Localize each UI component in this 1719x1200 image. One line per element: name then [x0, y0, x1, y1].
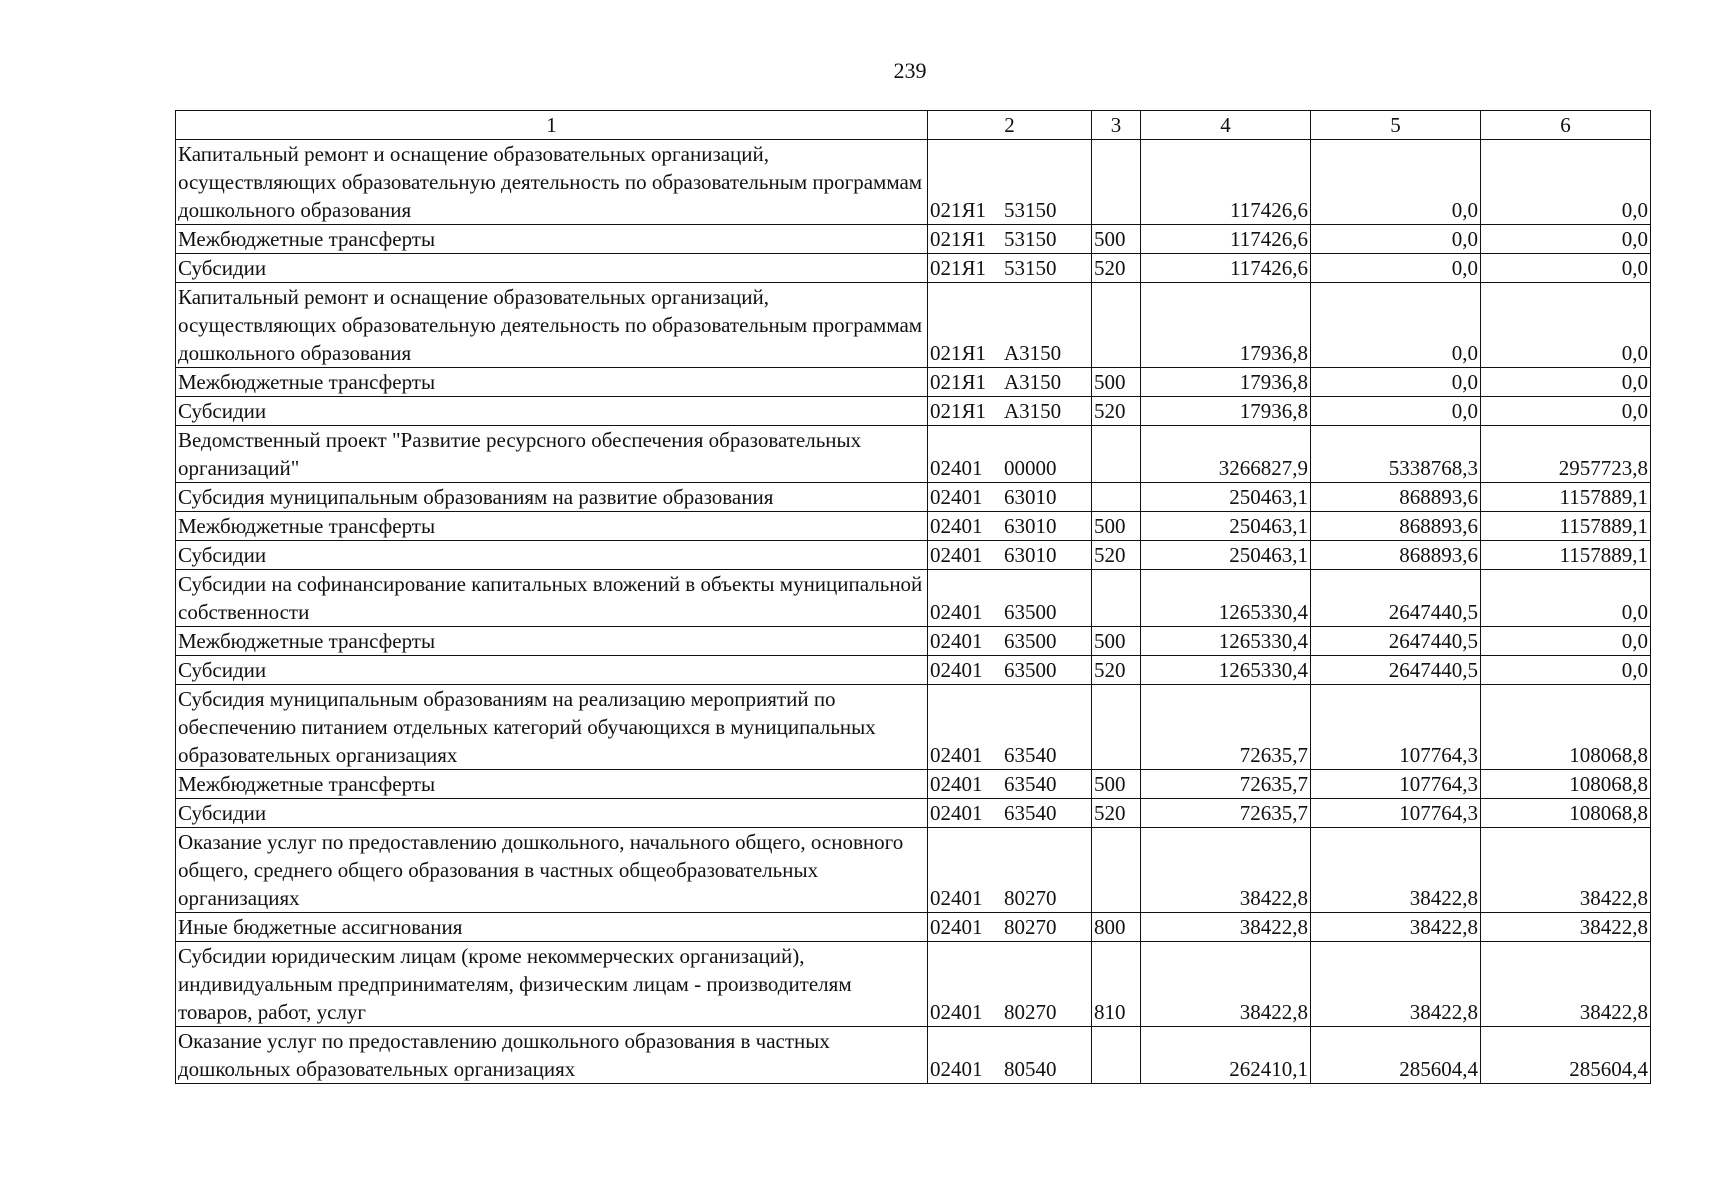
- direction-code: А3150: [1004, 399, 1062, 423]
- value-col4: 117426,6: [1141, 140, 1311, 225]
- value-col4: 117426,6: [1141, 225, 1311, 254]
- value-col4: 38422,8: [1141, 828, 1311, 913]
- program-code: 021Я1: [930, 399, 987, 423]
- budget-table: [175, 110, 1651, 1084]
- row-code: [928, 799, 1092, 828]
- value-col5: 2647440,5: [1311, 570, 1481, 627]
- program-code: 02401: [930, 743, 983, 767]
- expense-type: 500: [1092, 368, 1141, 397]
- row-code: [928, 225, 1092, 254]
- direction-code: 80270: [1004, 886, 1057, 910]
- table-row: [176, 656, 1651, 685]
- value-col5: 5338768,3: [1311, 426, 1481, 483]
- value-col6: 0,0: [1481, 397, 1651, 426]
- expense-type: [1092, 1027, 1141, 1084]
- table-row: [176, 570, 1651, 627]
- value-col6: 1157889,1: [1481, 512, 1651, 541]
- program-code: 02401: [930, 1057, 983, 1081]
- page-number: 239: [893, 58, 927, 83]
- program-code: 021Я1: [930, 227, 987, 251]
- row-code: [928, 942, 1092, 1027]
- program-code: 02401: [930, 801, 983, 825]
- program-code: 02401: [930, 658, 983, 682]
- row-name: Оказание услуг по предоставлению дошкольного, начального общего, основного общего, среднего общего образования в частных общеобразовательных организациях: [176, 828, 928, 913]
- table-row: [176, 627, 1651, 656]
- table-row: [176, 541, 1651, 570]
- expense-type: [1092, 483, 1141, 512]
- table-row: [176, 283, 1651, 368]
- value-col5: 107764,3: [1311, 685, 1481, 770]
- value-col4: 117426,6: [1141, 254, 1311, 283]
- value-col5: 38422,8: [1311, 828, 1481, 913]
- table-row: [176, 397, 1651, 426]
- value-col4: 1265330,4: [1141, 570, 1311, 627]
- expense-type: 520: [1092, 656, 1141, 685]
- value-col6: 38422,8: [1481, 942, 1651, 1027]
- program-code: 021Я1: [930, 370, 987, 394]
- row-code: [928, 512, 1092, 541]
- value-col4: 250463,1: [1141, 541, 1311, 570]
- row-code: [928, 656, 1092, 685]
- row-code: [928, 140, 1092, 225]
- value-col5: 0,0: [1311, 397, 1481, 426]
- row-name: Межбюджетные трансферты: [176, 770, 928, 799]
- program-code: 021Я1: [930, 341, 987, 365]
- table-row: [176, 799, 1651, 828]
- table-row: [176, 685, 1651, 770]
- expense-type: [1092, 685, 1141, 770]
- header-row: [176, 111, 1651, 140]
- direction-code: 63010: [1004, 543, 1057, 567]
- expense-type: [1092, 570, 1141, 627]
- program-code: 02401: [930, 629, 983, 653]
- direction-code: 63540: [1004, 743, 1057, 767]
- row-code: [928, 627, 1092, 656]
- value-col6: 285604,4: [1481, 1027, 1651, 1084]
- program-code: 021Я1: [930, 198, 987, 222]
- program-code: 02401: [930, 886, 983, 910]
- row-code: [928, 541, 1092, 570]
- value-col6: 0,0: [1481, 368, 1651, 397]
- direction-code: 63540: [1004, 772, 1057, 796]
- table-row: [176, 913, 1651, 942]
- row-name: Субсидии: [176, 799, 928, 828]
- value-col5: 38422,8: [1311, 913, 1481, 942]
- direction-code: 63010: [1004, 514, 1057, 538]
- value-col6: 0,0: [1481, 627, 1651, 656]
- direction-code: 63500: [1004, 629, 1057, 653]
- row-name: Субсидия муниципальным образованиям на развитие образования: [176, 483, 928, 512]
- table-row: [176, 942, 1651, 1027]
- column-header-3: 3: [1092, 111, 1141, 140]
- value-col5: 0,0: [1311, 140, 1481, 225]
- program-code: 02401: [930, 485, 983, 509]
- expense-type: [1092, 283, 1141, 368]
- table-body: [176, 140, 1651, 1084]
- expense-type: 520: [1092, 397, 1141, 426]
- value-col4: 72635,7: [1141, 799, 1311, 828]
- value-col5: 2647440,5: [1311, 627, 1481, 656]
- direction-code: 53150: [1004, 256, 1057, 280]
- value-col5: 0,0: [1311, 225, 1481, 254]
- row-code: [928, 397, 1092, 426]
- value-col5: 285604,4: [1311, 1027, 1481, 1084]
- row-name: Иные бюджетные ассигнования: [176, 913, 928, 942]
- table-row: [176, 254, 1651, 283]
- value-col4: 72635,7: [1141, 685, 1311, 770]
- row-name: Субсидии юридическим лицам (кроме некоммерческих организаций), индивидуальным предпринимателям, физическим лицам - производителям товаров, работ, услуг: [176, 942, 928, 1027]
- row-code: [928, 770, 1092, 799]
- row-name: Субсидия муниципальным образованиям на реализацию мероприятий по обеспечению питанием отдельных категорий обучающихся в муниципальных образовательных организациях: [176, 685, 928, 770]
- value-col6: 0,0: [1481, 225, 1651, 254]
- value-col4: 38422,8: [1141, 942, 1311, 1027]
- expense-type: 520: [1092, 254, 1141, 283]
- value-col5: 0,0: [1311, 283, 1481, 368]
- table-row: [176, 512, 1651, 541]
- direction-code: А3150: [1004, 341, 1062, 365]
- row-code: [928, 368, 1092, 397]
- expense-type: 500: [1092, 225, 1141, 254]
- value-col4: 250463,1: [1141, 483, 1311, 512]
- row-code: [928, 685, 1092, 770]
- value-col6: 1157889,1: [1481, 541, 1651, 570]
- expense-type: [1092, 140, 1141, 225]
- program-code: 02401: [930, 543, 983, 567]
- direction-code: 63010: [1004, 485, 1057, 509]
- value-col4: 72635,7: [1141, 770, 1311, 799]
- expense-type: 500: [1092, 770, 1141, 799]
- value-col4: 17936,8: [1141, 368, 1311, 397]
- row-name: Межбюджетные трансферты: [176, 225, 928, 254]
- column-header-5: 5: [1311, 111, 1481, 140]
- program-code: 02401: [930, 772, 983, 796]
- value-col6: 0,0: [1481, 283, 1651, 368]
- row-name: Межбюджетные трансферты: [176, 512, 928, 541]
- value-col4: 17936,8: [1141, 283, 1311, 368]
- direction-code: 80270: [1004, 915, 1057, 939]
- expense-type: 500: [1092, 627, 1141, 656]
- value-col5: 0,0: [1311, 368, 1481, 397]
- direction-code: 80540: [1004, 1057, 1057, 1081]
- column-header-6: 6: [1481, 111, 1651, 140]
- value-col4: 1265330,4: [1141, 627, 1311, 656]
- value-col6: 38422,8: [1481, 913, 1651, 942]
- row-name: Субсидии: [176, 656, 928, 685]
- table-row: [176, 483, 1651, 512]
- value-col5: 868893,6: [1311, 541, 1481, 570]
- table-row: [176, 426, 1651, 483]
- expense-type: 520: [1092, 541, 1141, 570]
- value-col6: 0,0: [1481, 570, 1651, 627]
- table-row: [176, 140, 1651, 225]
- value-col5: 38422,8: [1311, 942, 1481, 1027]
- expense-type: [1092, 426, 1141, 483]
- row-code: [928, 483, 1092, 512]
- table-row: [176, 225, 1651, 254]
- table-row: [176, 770, 1651, 799]
- row-code: [928, 913, 1092, 942]
- row-name: Оказание услуг по предоставлению дошкольного образования в частных дошкольных образовательных организациях: [176, 1027, 928, 1084]
- value-col4: 3266827,9: [1141, 426, 1311, 483]
- value-col6: 108068,8: [1481, 685, 1651, 770]
- column-header-2: 2: [928, 111, 1092, 140]
- expense-type: 520: [1092, 799, 1141, 828]
- value-col6: 1157889,1: [1481, 483, 1651, 512]
- expense-type: 500: [1092, 512, 1141, 541]
- direction-code: 53150: [1004, 198, 1057, 222]
- row-name: Капитальный ремонт и оснащение образовательных организаций, осуществляющих образовательную деятельность по образовательным программам дошкольного образования: [176, 283, 928, 368]
- row-name: Субсидии: [176, 397, 928, 426]
- row-code: [928, 254, 1092, 283]
- row-code: [928, 828, 1092, 913]
- row-code: [928, 283, 1092, 368]
- value-col6: 0,0: [1481, 254, 1651, 283]
- value-col5: 868893,6: [1311, 512, 1481, 541]
- direction-code: А3150: [1004, 370, 1062, 394]
- value-col6: 38422,8: [1481, 828, 1651, 913]
- program-code: 02401: [930, 1000, 983, 1024]
- row-name: Субсидии на софинансирование капитальных вложений в объекты муниципальной собственности: [176, 570, 928, 627]
- row-code: [928, 426, 1092, 483]
- row-code: [928, 1027, 1092, 1084]
- value-col5: 0,0: [1311, 254, 1481, 283]
- row-name: Капитальный ремонт и оснащение образовательных организаций, осуществляющих образовательную деятельность по образовательным программам дошкольного образования: [176, 140, 928, 225]
- direction-code: 53150: [1004, 227, 1057, 251]
- row-name: Ведомственный проект "Развитие ресурсного обеспечения образовательных организаций": [176, 426, 928, 483]
- expense-type: 810: [1092, 942, 1141, 1027]
- row-name: Межбюджетные трансферты: [176, 368, 928, 397]
- value-col5: 107764,3: [1311, 770, 1481, 799]
- value-col6: 108068,8: [1481, 799, 1651, 828]
- value-col4: 17936,8: [1141, 397, 1311, 426]
- program-code: 021Я1: [930, 256, 987, 280]
- program-code: 02401: [930, 915, 983, 939]
- direction-code: 63500: [1004, 658, 1057, 682]
- row-name: Субсидии: [176, 541, 928, 570]
- expense-type: [1092, 828, 1141, 913]
- table-row: [176, 1027, 1651, 1084]
- value-col5: 868893,6: [1311, 483, 1481, 512]
- value-col6: 108068,8: [1481, 770, 1651, 799]
- program-code: 02401: [930, 456, 983, 480]
- program-code: 02401: [930, 600, 983, 624]
- expense-type: 800: [1092, 913, 1141, 942]
- direction-code: 00000: [1004, 456, 1057, 480]
- value-col5: 2647440,5: [1311, 656, 1481, 685]
- direction-code: 63500: [1004, 600, 1057, 624]
- table-row: [176, 368, 1651, 397]
- value-col5: 107764,3: [1311, 799, 1481, 828]
- row-name: Субсидии: [176, 254, 928, 283]
- column-header-4: 4: [1141, 111, 1311, 140]
- value-col6: 0,0: [1481, 140, 1651, 225]
- row-code: [928, 570, 1092, 627]
- value-col4: 38422,8: [1141, 913, 1311, 942]
- value-col4: 1265330,4: [1141, 656, 1311, 685]
- table-row: [176, 828, 1651, 913]
- value-col6: 2957723,8: [1481, 426, 1651, 483]
- direction-code: 80270: [1004, 1000, 1057, 1024]
- program-code: 02401: [930, 514, 983, 538]
- row-name: Межбюджетные трансферты: [176, 627, 928, 656]
- direction-code: 63540: [1004, 801, 1057, 825]
- value-col6: 0,0: [1481, 656, 1651, 685]
- value-col4: 262410,1: [1141, 1027, 1311, 1084]
- column-header-1: 1: [176, 111, 928, 140]
- value-col4: 250463,1: [1141, 512, 1311, 541]
